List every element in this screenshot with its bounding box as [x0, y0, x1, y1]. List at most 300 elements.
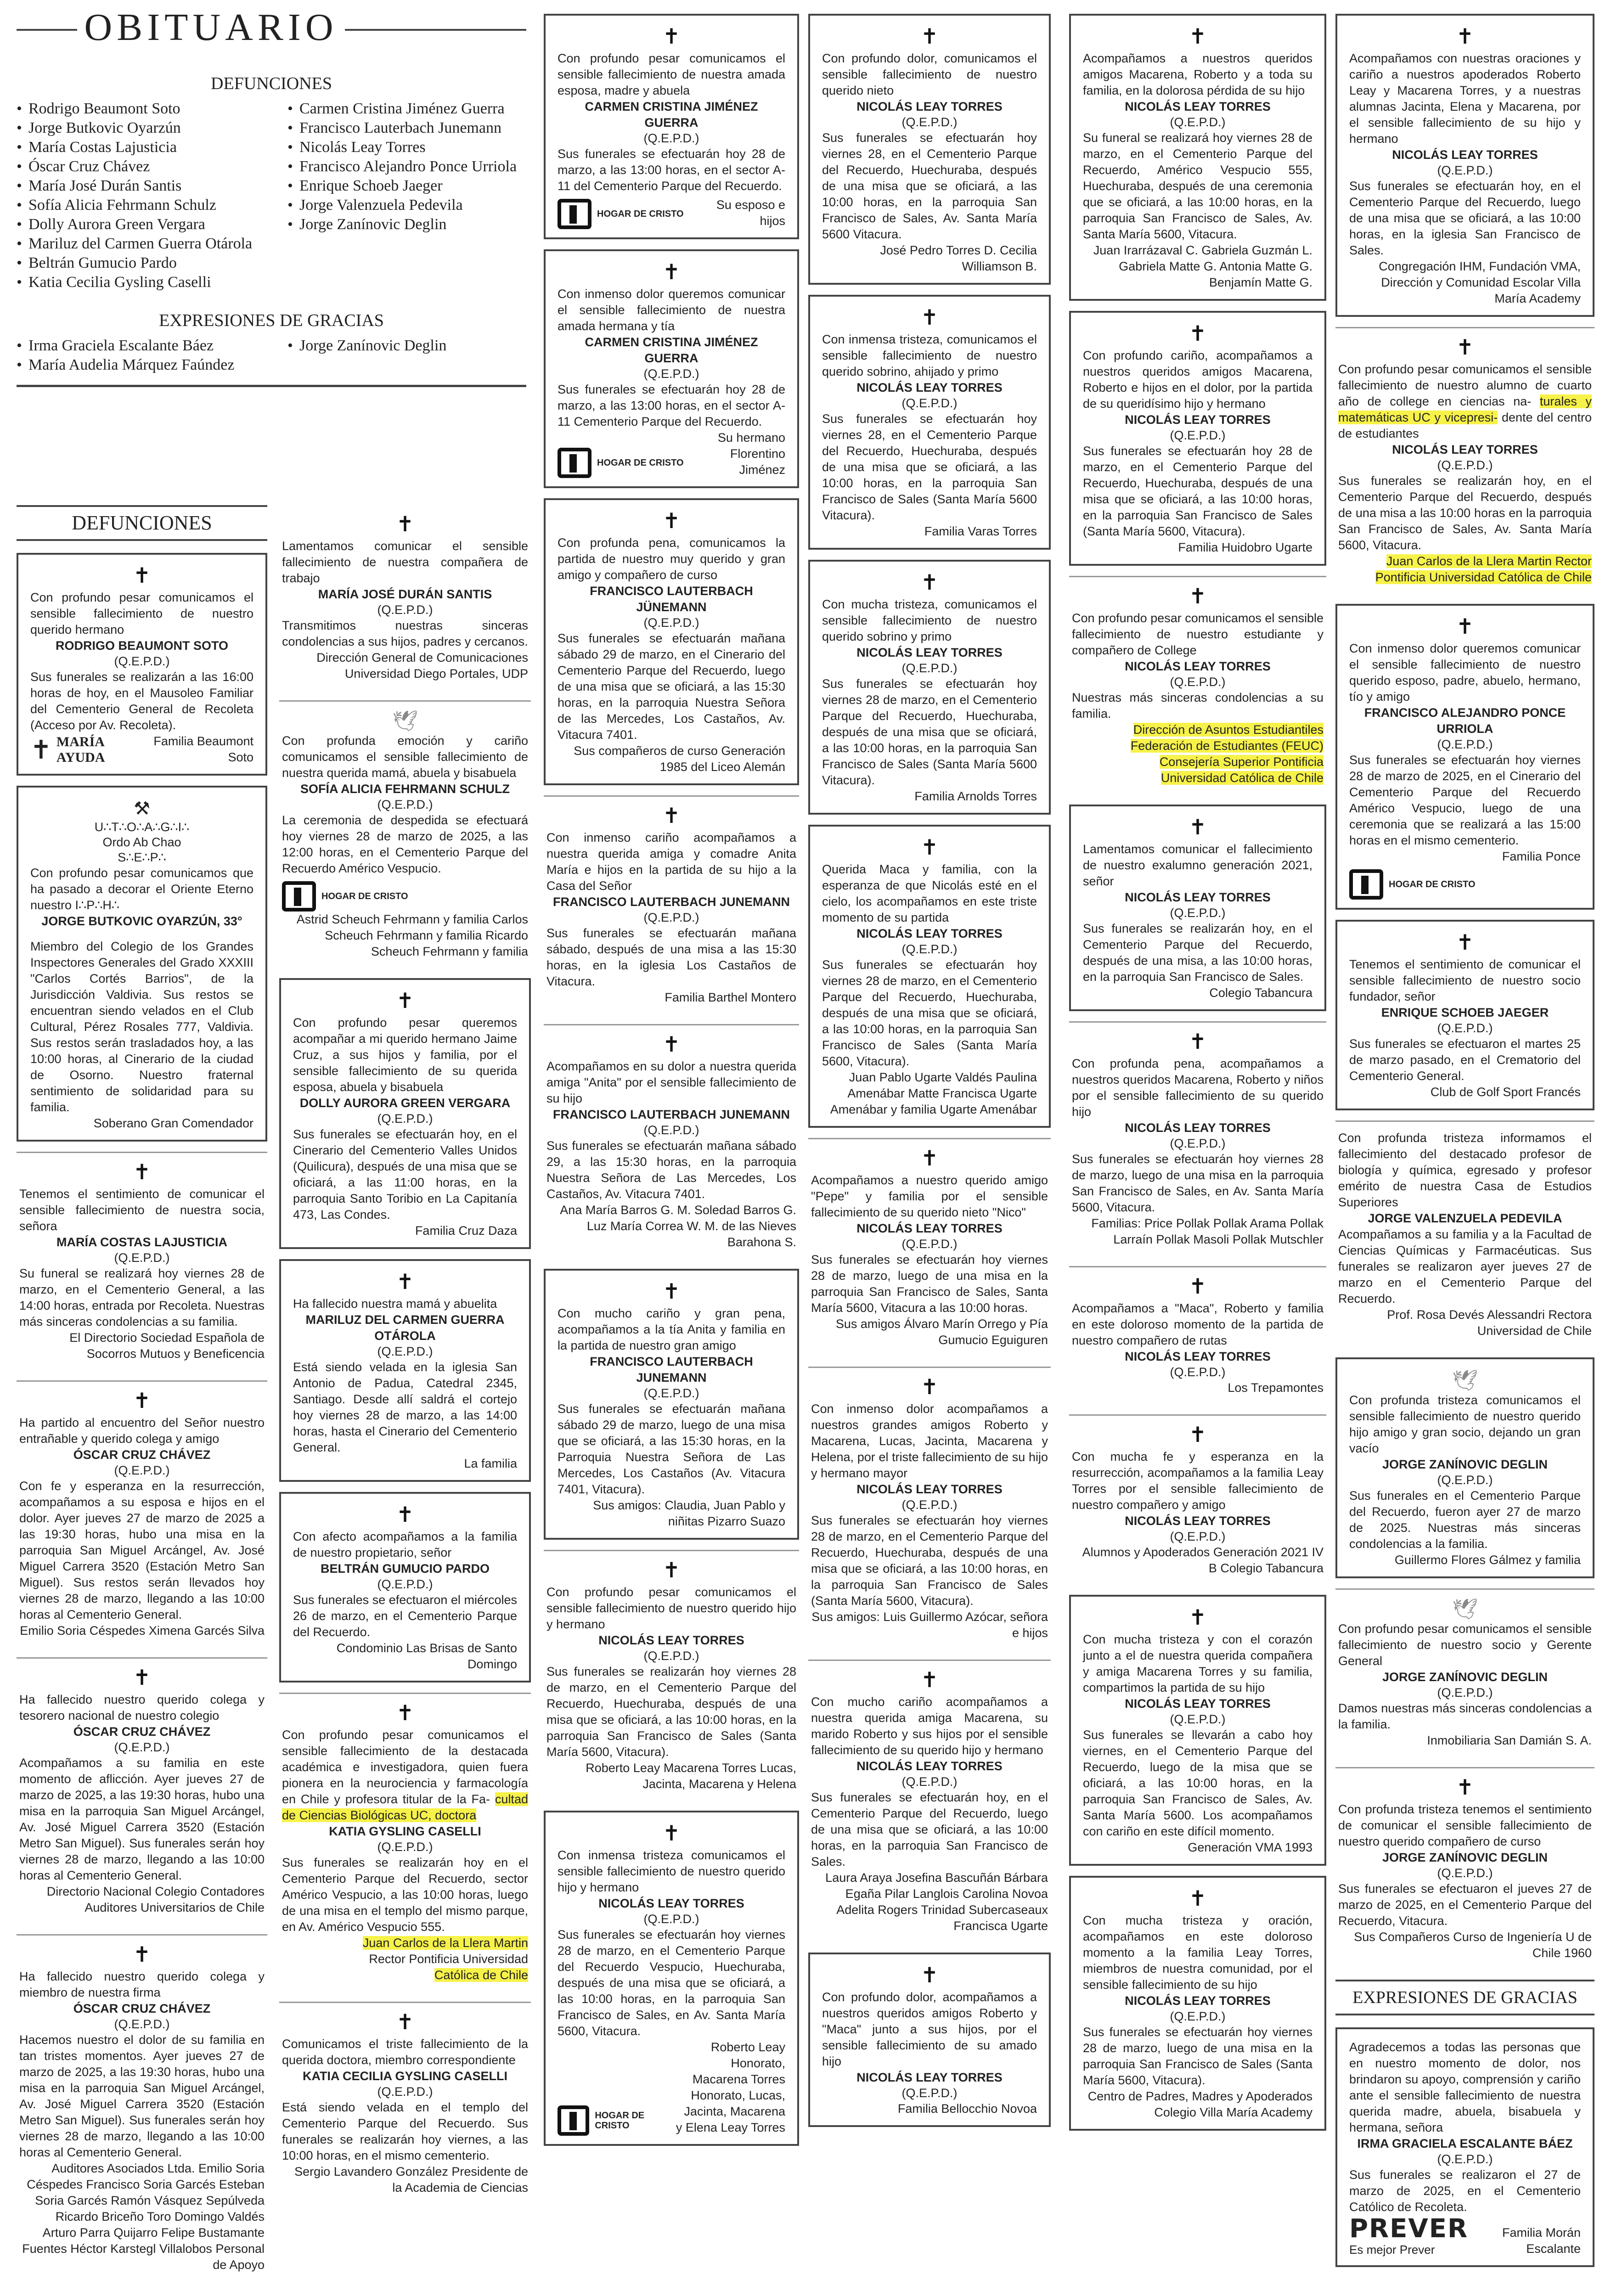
notice-text: Con profundo dolor, acompañamos a nuestros queridos amigos Roberto y "Maca" junto a sus hijos, por el sensible fallecimiento de su amado hijo [822, 1990, 1037, 2068]
cross-icon: ✝ [920, 570, 939, 595]
dove-icon: 🕊 [392, 709, 418, 733]
notice-signature: Familia Varas Torres [924, 524, 1037, 538]
qepd: (Q.E.P.D.) [1170, 428, 1226, 442]
notice-leay-13 [1069, 576, 1326, 794]
defunciones-index-left [17, 99, 274, 292]
cross-icon: ✝ [1189, 1605, 1207, 1630]
notice-zaninovic-2 [1335, 1588, 1594, 1757]
notice-cruz-1 [17, 1380, 267, 1647]
notice-signature: Juan Pablo Ugarte Valdés Paulina Amenábar Matte Francisca Ugarte Amenábar y familia Ugarte Amenábar [830, 1070, 1037, 1116]
dove-icon: 🕊 [1452, 1598, 1478, 1621]
notice-body: Sus funerales se efectuarán mañana sábado 29 de marzo, luego de una misa que se oficiará, a las 15:30 horas, en la Parroquia Nuestra Señora de Las Mercedes, Los Castaños (Av. Vitacura 7401, Vitacura). [558, 1402, 785, 1496]
column-2 [279, 505, 531, 2214]
notice-body: Sus funerales se efectuarán hoy viernes 28, en el Cementerio Parque del Recuerdo, Huechuraba, después de una misa que se oficiará, a las 10:00 horas, en la parroquia San Francisco de Sales, Av. Santa María 5600 Vitacura. [822, 131, 1037, 241]
notice-text: Ha fallecido nuestra mamá y abuelita [293, 1297, 497, 1311]
notice-body: Sus funerales se efectuarán hoy viernes 28 de marzo, luego de una misa en la parroquia San Francisco de Sales (Santa María 5600, Vitacura). [1083, 2025, 1312, 2087]
qepd: (Q.E.P.D.) [1437, 163, 1493, 177]
notice-body: Con fe y esperanza en la resurrección, acompañamos a su esposa e hijos en el dolor. Ayer jueves 27 de marzo de 2025 a las 19:30 horas, hubo una misa en la parroquia San Miguel Arcángel, Av. José Miguel Carrera 3520 (Estación Metro San Miguel). Sus restos serán llevados hoy viernes 28 de marzo, llegando a las 10:00 horas al Cementerio General. [19, 1479, 265, 1621]
notice-signature: Familia Arnolds Torres [914, 789, 1037, 803]
notice-signature: Su hermano Florentino Jiménez [717, 431, 785, 477]
deceased-name: JORGE ZANÍNOVIC DEGLIN [1382, 1458, 1548, 1471]
qepd: (Q.E.P.D.) [643, 1386, 699, 1400]
notice-leay-9 [808, 1660, 1051, 1942]
deceased-name: NICOLÁS LEAY TORRES [598, 1896, 744, 1910]
notice-body: Acompañamos a su familia en este momento de aflicción. Ayer jueves 27 de marzo de 2025, a las 19:30 horas, hubo una misa en la parroquia San Miguel Arcángel, Av. José Miguel Carrera 3520 (Estación Metro San Miguel). Sus funerales serán hoy viernes 28 de marzo, llegando a las 10:00 horas al Cementerio General. [19, 1756, 265, 1882]
qepd: (Q.E.P.D.) [1170, 906, 1226, 920]
qepd: (Q.E.P.D.) [377, 1577, 433, 1591]
notice-signature: Familia Morán Escalante [1502, 2226, 1581, 2256]
notice-cruz-3 [17, 1934, 267, 2281]
deceased-name: NICOLÁS LEAY TORRES [1125, 1994, 1271, 2008]
deceased-name: NICOLÁS LEAY TORRES [1125, 100, 1271, 113]
cross-icon: ✝ [133, 1388, 151, 1413]
cross-icon: ✝ [662, 803, 681, 828]
highlighted-signature: Universidad Católica de Chile [1160, 771, 1324, 785]
cross-icon: ✝ [1456, 930, 1474, 955]
qepd: (Q.E.P.D.) [1170, 2009, 1226, 2023]
notice-signature: La familia [464, 1457, 517, 1470]
notice-leay-10 [808, 1953, 1051, 2127]
hogar-de-cristo-logo: HOGAR DE CRISTO [558, 2105, 675, 2136]
notice-text: Con profunda emoción y cariño comunicamos el sensible fallecimiento de nuestra querida mamá, abuela y bisabuela [282, 734, 528, 780]
cross-icon: ✝ [396, 1700, 414, 1725]
deceased-name: NICOLÁS LEAY TORRES [1125, 1514, 1271, 1528]
notice-signature: Emilio Soria Céspedes Ximena Garcés Silva [20, 1624, 265, 1638]
notice-signature: Los Trepamontes [1228, 1381, 1324, 1395]
notice-body: Sus funerales se efectuarán hoy, en el Cementerio Parque del Recuerdo, luego de una misa que se oficiará, a las 10:00 horas, en la parroquia San Francisco de Sales. [811, 1790, 1048, 1868]
notice-signature: Sus amigos: Luis Guillermo Azócar, señora e hijos [811, 1610, 1048, 1640]
gracias-index-heading: EXPRESIONES DE GRACIAS [159, 311, 384, 330]
qepd: (Q.E.P.D.) [377, 798, 433, 811]
deceased-name: ÓSCAR CRUZ CHÁVEZ [73, 1448, 211, 1462]
notice-text: Tenemos el sentimiento de comunicar el sensible fallecimiento de nuestro socio fundador, señor [1349, 957, 1581, 1003]
index-entry: • Francisco Lauterbach Junemann [287, 118, 526, 138]
notice-text: Con profunda tristeza comunicamos el sensible fallecimiento de nuestro querido hijo amigo y gran socio, dejando un gran vacío [1349, 1393, 1581, 1455]
notice-leay-18 [1069, 1595, 1326, 1866]
notice-body: Sus funerales se efectuarán hoy viernes 28 de marzo, en el Cementerio Parque del Recuerdo, Huechuraba, después de una misa que se oficiará, a las 10:00 horas, en la parroquia San Francisco de Sales (Santa María 5600, Vitacura). [811, 1514, 1048, 1608]
notice-signature: Club de Golf Sport Francés [1430, 1085, 1581, 1099]
deceased-name: ÓSCAR CRUZ CHÁVEZ [73, 2002, 211, 2015]
highlighted-signature: Pontificia Universidad Católica de Chile [1375, 570, 1592, 584]
notice-butkovic [17, 786, 267, 1142]
notice-signature: Familia Barthel Montero [665, 990, 796, 1004]
notice-body: Sus funerales se efectuarán hoy 28 de marzo, en el Cementerio Parque del Recuerdo, Huechuraba, después de una misa que se oficiará, a las 10:00 horas, en la parroquia San Francisco de Sales (Santa María 5600, Vitacura). [1083, 444, 1312, 538]
deceased-name: NICOLÁS LEAY TORRES [856, 1759, 1003, 1773]
notice-signature: Roberto Leay Honorato, Macarena Torres Honorato, Lucas, Jacinta, Macarena y Elena Leay Torres [676, 2040, 785, 2134]
notice-signature: Directorio Nacional Colegio Contadores Auditores Universitarios de Chile [46, 1885, 265, 1914]
notice-body: Sus funerales se efectuarán hoy 28 de marzo, a las 13:00 horas, en el sector A-11 del Cementerio Parque del Recuerdo. [558, 147, 785, 193]
notice-text: Acompañamos a nuestros queridos amigos Macarena, Roberto y a toda su familia, en la dolorosa pérdida de su hijo [1083, 51, 1312, 97]
deceased-name: NICOLÁS LEAY TORRES [1125, 890, 1271, 904]
highlighted-signature: Juan Carlos de la Llera Martin [362, 1936, 528, 1950]
notice-signature: Sus Compañeros Curso de Ingeniería U de Chile 1960 [1354, 1930, 1592, 1960]
notice-leay-15 [1069, 1021, 1326, 1256]
qepd: (Q.E.P.D.) [901, 1775, 958, 1789]
notice-body: Su funeral se realizará hoy viernes 28 de marzo, en el Cementerio General, a las 14:00 horas, entrada por Recoleta. Nuestras más sinceras condolencias a su familia. [19, 1266, 265, 1328]
notice-signature: Sus compañeros de curso Generación 1985 del Liceo Alemán [574, 744, 785, 774]
notice-text: Con profundo pesar queremos acompañar a mi querido hermano Jaime Cruz, a sus hijos y familia, por el sensible fallecimiento de su querida esposa, abuela y bisabuela [293, 1016, 517, 1094]
notice-text: Comunicamos el triste fallecimiento de la querida doctora, miembro correspondiente [282, 2037, 528, 2067]
notice-green [279, 978, 531, 1249]
notice-text: Con mucha fe y esperanza en la resurrección, acompañamos a la familia Leay Torres por el sensible fallecimiento de nuestro compañero y amigo [1072, 1450, 1324, 1512]
notice-signature: Laura Araya Josefina Bascuñán Bárbara Egaña Pilar Langlois Carolina Novoa Adelita Rogers Trinidad Subercaseaux Francisca Ugarte [825, 1871, 1048, 1933]
notice-signature: Juan Irarrázaval C. Gabriela Guzmán L. Gabriela Matte G. Antonia Matte G. Benjamín Matte G. [1093, 243, 1312, 289]
index-entry: • Beltrán Gumucio Pardo [17, 253, 274, 273]
defunciones-section-heading: DEFUNCIONES [17, 505, 267, 541]
obituary-header [17, 6, 526, 387]
qepd: (Q.E.P.D.) [901, 1237, 958, 1251]
deceased-name: NICOLÁS LEAY TORRES [1125, 413, 1271, 427]
notice-text: Ha partido al encuentro del Señor nuestro entrañable y querido colega y amigo [19, 1416, 265, 1446]
expresiones-section-heading: EXPRESIONES DE GRACIAS [1335, 1980, 1594, 2015]
notice-body: Sus funerales se efectuarán hoy viernes 28, en el Cementerio Parque del Recuerdo, Huechuraba, después de una misa que se oficiará, a las 10:00 horas, en la parroquia San Francisco de Sales (Santa María 5600 Vitacura). [822, 412, 1037, 522]
notice-text: Acompañamos a "Maca", Roberto y familia en este doloroso momento de la partida de nuestro compañero de rutas [1072, 1301, 1324, 1347]
qepd: (Q.E.P.D.) [1170, 675, 1226, 689]
cross-icon: ✝ [396, 1269, 414, 1294]
cross-icon: ✝ [920, 1374, 939, 1399]
deceased-name: NICOLÁS LEAY TORRES [856, 1221, 1003, 1235]
masonic-line: S∴E∴P∴ [118, 850, 166, 864]
notice-signature: Congregación IHM, Fundación VMA, Dirección y Comunidad Escolar Villa María Academy [1379, 259, 1581, 305]
deceased-name: FRANCISCO LAUTERBACH JUNEMANN [553, 895, 790, 909]
notice-body: Hacemos nuestro el dolor de su familia en tan tristes momentos. Ayer jueves 27 de marzo de 2025, a las 19:30 horas, hubo una misa en la parroquia San Miguel Arcángel, Av. José Miguel Carrera 3520 (Estación Metro San Miguel). Sus funerales serán hoy viernes 28 de marzo, llegando a las 10:00 horas al Cementerio General. [19, 2033, 265, 2159]
deceased-name: NICOLÁS LEAY TORRES [856, 100, 1003, 113]
notice-fehrmann [279, 700, 531, 968]
qepd: (Q.E.P.D.) [901, 396, 958, 410]
notice-body: Miembro del Colegio de los Grandes Inspectores Generales del Grado XXXIII "Carlos Cortés Barrios", de la Jurisdicción Valdivia. Sus restos se encuentran siendo velados en el Club Cultural, Pérez Rosales 777, Valdivia. Sus restos serán trasladados hoy, a las 10:00 horas, al Cinerario de la ciudad de Osorno. Nuestro fraternal sentimiento de solidaridad para su familia. [30, 940, 253, 1114]
notice-gysling-2 [279, 2002, 531, 2204]
notice-jimenez-1 [544, 14, 799, 239]
notice-body: Está siendo velada en el templo del Cementerio Parque del Recuerdo. Sus funerales se realizarán hoy viernes, a las 10:00 horas, en el mismo cementerio. [282, 2100, 528, 2162]
notice-leay-12 [1069, 311, 1326, 566]
cross-icon: ✝ [920, 1667, 939, 1692]
notice-signature: Familia Cruz Daza [415, 1224, 517, 1238]
column-6 [1335, 14, 1594, 2277]
notice-body: Nuestras más sinceras condolencias a su familia. [1072, 691, 1324, 720]
deceased-name: DOLLY AURORA GREEN VERGARA [299, 1096, 511, 1110]
notice-beaumont [17, 553, 267, 776]
qepd: (Q.E.P.D.) [114, 1740, 170, 1754]
notice-signature: Astrid Scheuch Fehrmann y familia Carlos Scheuch Fehrmann y familia Ricardo Scheuch Fehrmann y familia [296, 912, 528, 958]
notice-text: Con afecto acompañamos a la familia de nuestro propietario, señor [293, 1530, 517, 1559]
prever-logo: PREVER Es mejor Prever [1349, 2214, 1469, 2257]
notice-valenzuela [1335, 1120, 1594, 1347]
notice-leay-1 [544, 1550, 799, 1801]
highlighted-signature: Dirección de Asuntos Estudiantiles [1133, 723, 1324, 737]
defunciones-index-right [287, 99, 526, 292]
cross-icon: ✝ [1189, 815, 1207, 839]
notice-body: Transmitimos nuestras sinceras condolencias a sus hijos, padres y cercanos. [282, 619, 528, 648]
notice-signature: Sergio Lavandero González Presidente de la Academia de Ciencias [294, 2165, 528, 2195]
notice-ponce [1335, 604, 1594, 910]
notice-body: Sus funerales se realizarán hoy, en el Cementerio Parque del Recuerdo, después de una misa a las 10:00 horas en la parroquia San Francisco de Sales, Av. Santa María 5600, Vitacura. [1338, 474, 1592, 552]
highlighted-signature: Consejería Superior Pontificia [1159, 755, 1324, 769]
deceased-name: MARÍA JOSÉ DURÁN SANTIS [318, 587, 492, 601]
notice-body: Sus funerales se realizarán hoy en el Cementerio Parque del Recuerdo, sector Américo Vespucio, a las 10:00 horas, luego de una misa en el templo del mismo parque, en Av. Américo Vespucio 555. [282, 1856, 528, 1934]
notice-signature: Centro de Padres, Madres y Apoderados Colegio Villa María Academy [1087, 2089, 1312, 2119]
qepd: (Q.E.P.D.) [643, 1912, 699, 1926]
notice-text: Con profunda pena, comunicamos la partida de nuestro muy querido y gran amigo y compañero de curso [558, 536, 785, 582]
index-entry: • Mariluz del Carmen Guerra Otárola [17, 234, 274, 253]
deceased-name: FRANCISCO ALEJANDRO PONCE URRIOLA [1364, 706, 1566, 736]
notice-body: Sus funerales se efectuarán hoy, en el Cinerario del Cementerio Valles Unidos (Quilicura), después de una misa que se oficiará, a las 11:00 horas, en la parroquia Santo Toribio en La Capitanía 473, Las Condes. [293, 1127, 517, 1221]
cross-icon: ✝ [1456, 614, 1474, 639]
notice-signature: Alumnos y Apoderados Generación 2021 IV B Colegio Tabancura [1082, 1545, 1324, 1575]
notice-body: Sus funerales se efectuarán hoy, en el Cementerio Parque del Recuerdo, luego de una misa que se oficiará, a las 10:00 horas, en la iglesia San Francisco de Sales. [1349, 179, 1581, 257]
notice-leay-20 [1335, 14, 1594, 317]
cross-icon: ✝ [662, 1821, 681, 1846]
notice-text: Lamentamos comunicar el fallecimiento de nuestro exalumno generación 2021, señor [1083, 842, 1312, 888]
qepd: (Q.E.P.D.) [377, 603, 433, 617]
qepd: (Q.E.P.D.) [1170, 1712, 1226, 1726]
hogar-de-cristo-logo: HOGAR DE CRISTO [558, 448, 684, 478]
notice-text: Con profundo dolor, comunicamos el sensible fallecimiento de nuestro querido nieto [822, 51, 1037, 97]
defunciones-index-heading: DEFUNCIONES [211, 74, 332, 93]
cross-icon: ✝ [1189, 584, 1207, 608]
qepd: (Q.E.P.D.) [901, 115, 958, 129]
notice-leay-2 [544, 1811, 799, 2146]
notice-text: Con profunda pena, acompañamos a nuestros queridos Macarena, Roberto y niños por el sensible fallecimiento de su querido hijo [1072, 1057, 1324, 1119]
cross-icon: ✝ [662, 259, 681, 284]
cross-icon: ✝ [396, 988, 414, 1013]
notice-gysling-1 [279, 1693, 531, 1992]
notice-signature: Su esposo e hijos [716, 198, 785, 228]
notice-body: Sus funerales se efectuaron el miércoles 26 de marzo, en el Cementerio Parque del Recuerdo. [293, 1593, 517, 1639]
qepd: (Q.E.P.D.) [643, 616, 699, 630]
index-entry: • Carmen Cristina Jiménez Guerra [287, 99, 526, 118]
qepd: (Q.E.P.D.) [643, 131, 699, 145]
qepd: (Q.E.P.D.) [643, 911, 699, 924]
notice-body: Sus funerales se efectuarán hoy viernes 28 de marzo, en el Cementerio Parque del Recuerdo, Huechuraba, después de una misa que se oficiará, a las 10:00 horas, en la parroquia San Francisco de Sales (Santa María 5600, Vitacura). [822, 958, 1037, 1068]
cross-icon: ✝ [920, 305, 939, 330]
deceased-name: NICOLÁS LEAY TORRES [1392, 443, 1538, 456]
notice-text: Acompañamos a nuestro querido amigo "Pepe" y familia por el sensible fallecimiento de su querido nieto "Nico" [811, 1173, 1048, 1219]
cross-icon: ✝ [1189, 1274, 1207, 1299]
cross-icon: ✝ [396, 2009, 414, 2034]
notice-signature: José Pedro Torres D. Cecilia Williamson B. [880, 243, 1037, 273]
index-entry: • María José Durán Santis [17, 176, 274, 196]
notice-body: Sus funerales en el Cementerio Parque del Recuerdo, fueron ayer 27 de marzo de 2025. Nuestras más sinceras condolencias a la familia. [1349, 1489, 1581, 1551]
notice-leay-7 [808, 1138, 1051, 1356]
qepd: (Q.E.P.D.) [901, 2086, 958, 2100]
notice-lauterbach-4 [544, 1269, 799, 1540]
notice-signature: Guillermo Flores Gálmez y familia [1394, 1553, 1581, 1567]
notice-body: Acompañamos a su familia y a la Facultad de Ciencias Químicas y Farmacéuticas. Sus funerales se realizaron ayer jueves 27 de marzo en el Cementerio Parque del Recuerdo. [1338, 1227, 1592, 1306]
cross-icon: ✝ [662, 1032, 681, 1057]
deceased-name: KATIA GYSLING CASELLI [329, 1824, 481, 1838]
notice-zaninovic-1 [1335, 1357, 1594, 1578]
notice-leay-6 [808, 825, 1051, 1128]
deceased-name: JORGE VALENZUELA PEDEVILA [1368, 1211, 1562, 1225]
cross-icon: ✝ [1456, 1775, 1474, 1800]
highlighted-signature: Católica de Chile [434, 1968, 528, 1982]
notice-schoeb [1335, 920, 1594, 1110]
index-entry: • Jorge Butkovic Oyarzún [17, 118, 274, 138]
notice-signature: Dirección General de Comunicaciones Universidad Diego Portales, UDP [316, 651, 528, 681]
qepd: (Q.E.P.D.) [377, 1840, 433, 1854]
notice-body: Sus funerales se efectuarán mañana sábado 29 de marzo, en el Cinerario del Cementerio Parque del Recuerdo, luego de una misa que se oficiará, a las 15:30 horas, en la parroquia Nuestra Señora de las Mercedes, Los Castaños, Av. Vitacura 7401. [558, 631, 785, 742]
qepd: (Q.E.P.D.) [1437, 737, 1493, 751]
deceased-name: MARILUZ DEL CARMEN GUERRA OTÁROLA [305, 1313, 505, 1343]
notice-text: Con profundo pesar comunicamos el sensible fallecimiento de nuestro alumno de cuarto año de college en ciencias na- turales y matemáticas UC y vicepresi- dente del centro de estudiantes [1338, 362, 1592, 440]
deceased-name: CARMEN CRISTINA JIMÉNEZ GUERRA [585, 335, 758, 365]
notice-text: Agradecemos a todas las personas que en nuestro momento de dolor, nos brindaron su apoyo, comprensión y cariño ante el sensible fallecimiento de nuestra querida madre, abuela, bisabuela y hermana, señora [1349, 2040, 1581, 2134]
qepd: (Q.E.P.D.) [901, 1498, 958, 1512]
deceased-name: CARMEN CRISTINA JIMÉNEZ GUERRA [585, 100, 758, 129]
qepd: (Q.E.P.D.) [1170, 1530, 1226, 1543]
notice-body: Sus funerales se efectuarán hoy viernes 28 de marzo de 2025, en el Cinerario del Cementerio Parque del Recuerdo Américo Vespucio, luego de una ceremonia que se realizará a las 15:00 horas en el mismo cementerio. [1349, 753, 1581, 847]
cross-icon: ✝ [1189, 1029, 1207, 1054]
notice-text: Acompañamos con nuestras oraciones y cariño a nuestros apoderados Roberto Leay y Macarena Torres, y a nuestras alumnas Jacinta, Elena y Macarena, por el sensible fallecimiento de su hijo y hermano [1349, 51, 1581, 146]
highlighted-text: turales y matemáticas UC y vicepresi- [1338, 394, 1592, 424]
qepd: (Q.E.P.D.) [643, 367, 699, 381]
cross-icon: ✝ [662, 24, 681, 49]
qepd: (Q.E.P.D.) [1437, 458, 1493, 472]
notice-cruz-2 [17, 1657, 267, 1924]
notice-body: Sus funerales se efectuarán mañana sábado, después de una misa a las 15:30 horas, en la iglesia Los Castaños de Vitacura. [546, 926, 796, 988]
notice-leay-11 [1069, 14, 1326, 301]
notice-text: Con inmenso cariño acompañamos a nuestra querida amiga y comadre Anita María e hijos en la partida de su hijo a la Casa del Señor [546, 831, 796, 893]
column-3 [544, 14, 799, 2156]
notice-text: Con profunda tristeza tenemos el sentimiento de comunicar el sensible fallecimiento de nuestro querido compañero de curso [1338, 1802, 1592, 1848]
cross-icon: ✝ [133, 563, 151, 588]
notice-signature: Auditores Asociados Ltda. Emilio Soria Céspedes Francisco Soria Garcés Esteban Soria Garcés Ramón Vásquez Sepúlveda Ricardo Briceño Toro Domingo Valdés Arturo Parra Quijarro Felipe Bustamante Fuentes Héctor Karstegl Villalobos Personal de Apoyo [22, 2161, 265, 2272]
index-entry: • Rodrigo Beaumont Soto [17, 99, 274, 118]
index-entry: • Jorge Zanínovic Deglin [287, 215, 526, 234]
qepd: (Q.E.P.D.) [1437, 1686, 1493, 1699]
qepd: (Q.E.P.D.) [114, 2017, 170, 2031]
cross-icon: ✝ [920, 24, 939, 49]
deceased-name: NICOLÁS LEAY TORRES [856, 2071, 1003, 2084]
qepd: (Q.E.P.D.) [114, 1463, 170, 1477]
notice-gumucio [279, 1492, 531, 1683]
masonic-emblem-icon: ⚒ [134, 799, 150, 819]
notice-leay-21 [1335, 327, 1594, 594]
notice-duran [279, 505, 531, 690]
deceased-name: NICOLÁS LEAY TORRES [856, 381, 1003, 394]
notice-signature: Familias: Price Pollak Pollak Arama Pollak Larraín Pollak Masoli Pollak Mutschler [1091, 1216, 1324, 1246]
deceased-name: NICOLÁS LEAY TORRES [598, 1633, 744, 1647]
gracias-index-left [17, 336, 274, 375]
qepd: (Q.E.P.D.) [1170, 115, 1226, 129]
notice-body: Sus funerales se llevarán a cabo hoy viernes, en el Cementerio Parque del Recuerdo, luego de la misa que se oficiará, a las 10:00 horas, en la parroquia San Francisco de Sales, Av. Santa María 5600. Los acompañamos con cariño en este difícil momento. [1083, 1728, 1312, 1838]
notice-lauterbach-3 [544, 1024, 799, 1259]
notice-text: Ha fallecido nuestro querido colega y miembro de nuestra firma [19, 1970, 265, 1999]
qepd: (Q.E.P.D.) [1170, 1137, 1226, 1150]
cross-icon: ✝ [662, 508, 681, 533]
maria-ayuda-logo: ✝ MARÍA AYUDA [30, 734, 105, 765]
notice-signature: Familia Beaumont Soto [153, 734, 253, 764]
notice-body: La ceremonia de despedida se efectuará hoy viernes 28 de marzo de 2025, a las 12:00 horas, en el Cementerio Parque del Recuerdo Américo Vespucio. [282, 813, 528, 875]
column-5 [1069, 14, 1326, 2141]
notice-text: Con profundo pesar comunicamos el sensible fallecimiento de nuestro socio y Gerente General [1338, 1622, 1592, 1668]
notice-body: Sus funerales se efectuarán hoy viernes 28 de marzo, en el Cementerio Parque del Recuerdo, Huechuraba, después de una misa que se oficiará, a las 10:00 horas, en la parroquia San Francisco de Sales (Santa María 5600 Vitacura). [822, 677, 1037, 787]
notice-jimenez-2 [544, 249, 799, 488]
notice-text: Con inmensa tristeza, comunicamos el sensible fallecimiento de nuestro querido sobrino, ahijado y primo [822, 332, 1037, 378]
qepd: (Q.E.P.D.) [377, 1112, 433, 1125]
index-entry: • Katia Cecilia Gysling Caselli [17, 273, 274, 292]
notice-text: Con mucha tristeza, comunicamos el sensible fallecimiento de nuestro querido sobrino y primo [822, 597, 1037, 643]
notice-signature: Rector Pontificia Universidad [369, 1952, 528, 1966]
masonic-line: U∴T∴O∴A∴G∴I∴ [94, 820, 190, 834]
cross-icon: ✝ [1189, 1422, 1207, 1447]
notice-body: Sus funerales se realizaron el 27 de marzo de 2025, en el Cementerio Católico de Recoleta. [1349, 2168, 1581, 2214]
notice-body: Sus funerales se realizarán a las 16:00 horas de hoy, en el Mausoleo Familiar del Cementerio General de Recoleta (Acceso por Av. Recoleta). [30, 670, 253, 732]
deceased-name: NICOLÁS LEAY TORRES [1392, 148, 1538, 162]
masonic-line: Ordo Ab Chao [102, 835, 181, 849]
qepd: (Q.E.P.D.) [1437, 2152, 1493, 2166]
cross-icon: ✝ [133, 1942, 151, 1967]
cross-icon: ✝ [133, 1665, 151, 1690]
notice-signature: Colegio Tabancura [1209, 986, 1312, 1000]
notice-body: Sus funerales se efectuarán hoy 28 de marzo, a las 13:00 horas, en el sector A-11 Cementerio Parque del Recuerdo. [558, 383, 785, 428]
notice-lauterbach-2 [544, 795, 799, 1014]
dove-icon: 🕊 [1452, 1369, 1478, 1392]
notice-text: Con profundo pesar comunicamos el sensible fallecimiento de nuestro querido hermano [30, 591, 253, 636]
deceased-name: RODRIGO BEAUMONT SOTO [55, 639, 228, 653]
notice-text: Tenemos el sentimiento de comunicar el sensible fallecimiento de nuestra socia, señora [19, 1187, 265, 1233]
qepd: (Q.E.P.D.) [901, 942, 958, 956]
deceased-name: SOFÍA ALICIA FEHRMANN SCHULZ [300, 782, 510, 796]
deceased-name: ÓSCAR CRUZ CHÁVEZ [73, 1725, 211, 1739]
deceased-name: NICOLÁS LEAY TORRES [856, 927, 1003, 940]
notice-signature: El Directorio Sociedad Española de Socorros Mutuos y Beneficencia [69, 1331, 265, 1361]
index-entry: • Sofía Alicia Fehrmann Schulz [17, 196, 274, 215]
cross-icon: ✝ [396, 512, 414, 536]
index-entry: • Irma Graciela Escalante Báez [17, 336, 274, 355]
qepd: (Q.E.P.D.) [1437, 1473, 1493, 1487]
notice-signature: Soberano Gran Comendador [93, 1116, 253, 1130]
notice-body: Sus funerales se efectuarán hoy viernes 28 de marzo, en el Cementerio Parque del Recuerdo Vespucio, Huechuraba, después de una misa que se oficiará, a las 10:00 horas, en la parroquia San Francisco de Sales, en Av. Santa María 5600, Vitacura. [558, 1928, 785, 2038]
notice-text: Con mucho cariño acompañamos a nuestra querida amiga Macarena, su marido Roberto y sus hijos por el sensible fallecimiento de su querido hijo y hermano [811, 1695, 1048, 1757]
qepd: (Q.E.P.D.) [377, 2085, 433, 2099]
notice-text: Ha fallecido nuestro querido colega y tesorero nacional de nuestro colegio [19, 1693, 265, 1722]
notice-body: Damos nuestras más sinceras condolencias a la familia. [1338, 1701, 1592, 1731]
notice-text: Con mucho cariño y gran pena, acompañamos a la tía Anita y familia en la partida de nuestro gran amigo [558, 1306, 785, 1352]
highlighted-signature: Federación de Estudiantes (FEUC) [1130, 739, 1324, 753]
notice-body: Sus funerales se realizarán hoy, en el Cementerio Parque del Recuerdo, después de una misa, a las 10:00 horas, en la parroquia San Francisco de Sales. [1083, 922, 1312, 984]
notice-body: Está siendo velada en la iglesia San Antonio de Padua, Catedral 2345, Santiago. Desde allí saldrá el cortejo hoy viernes 28 de marzo, a las 14:00 horas, hasta el Cinerario del Cementerio General. [293, 1360, 517, 1454]
gracias-index-right [287, 336, 526, 375]
notice-text: Con profundo pesar comunicamos que ha pasado a decorar el Oriente Eterno nuestro I∴P∴H∴ [30, 866, 253, 912]
notice-leay-4 [808, 295, 1051, 550]
notice-costas [17, 1152, 267, 1370]
notice-text: Con profundo pesar comunicamos el sensible fallecimiento de nuestra amada esposa, madre y abuela [558, 51, 785, 97]
index-entry: • María Costas Lajusticia [17, 138, 274, 157]
notice-text: Con profundo pesar comunicamos el sensible fallecimiento de nuestro querido hijo y hermano [546, 1585, 796, 1631]
cross-icon: ✝ [1189, 1886, 1207, 1911]
deceased-name: FRANCISCO LAUTERBACH JUNEMANN [553, 1108, 790, 1121]
notice-text: Lamentamos comunicar el sensible fallecimiento de nuestra compañera de trabajo [282, 539, 528, 585]
cross-icon: ✝ [396, 1502, 414, 1527]
qepd: (Q.E.P.D.) [1437, 1866, 1493, 1880]
qepd: (Q.E.P.D.) [114, 1251, 170, 1265]
notice-text: Con profundo pesar comunicamos el sensible fallecimiento de nuestro estudiante y compañero de College [1072, 611, 1324, 657]
notice-text: Acompañamos en su dolor a nuestra querida amiga "Anita" por el sensible fallecimiento de su hijo [546, 1059, 796, 1105]
notice-signature: Roberto Leay Macarena Torres Lucas, Jacinta, Macarena y Helena [586, 1761, 796, 1791]
notice-body: Sus funerales se efectuarán mañana sábado 29, a las 15:30 horas, en la parroquia Nuestra Señora de Las Mercedes, Los Castaños, Av. Vitacura 7401. [546, 1139, 796, 1201]
cross-icon: ✝ [1189, 24, 1207, 49]
notice-escalante [1335, 2027, 1594, 2267]
notice-leay-17 [1069, 1414, 1326, 1585]
deceased-name: NICOLÁS LEAY TORRES [1125, 1697, 1271, 1711]
notice-leay-19 [1069, 1876, 1326, 2131]
qepd: (Q.E.P.D.) [643, 1123, 699, 1137]
cross-icon: ✝ [662, 1558, 681, 1582]
qepd: (Q.E.P.D.) [114, 654, 170, 668]
notice-signature: Sus amigos: Claudia, Juan Pablo y niñitas Pizarro Suazo [593, 1498, 785, 1528]
notice-text: Con inmenso dolor acompañamos a nuestros grandes amigos Roberto y Macarena, Lucas, Jacinta, Macarena y Helena, por el triste fallecimiento de su hijo y hermano mayor [811, 1402, 1048, 1480]
